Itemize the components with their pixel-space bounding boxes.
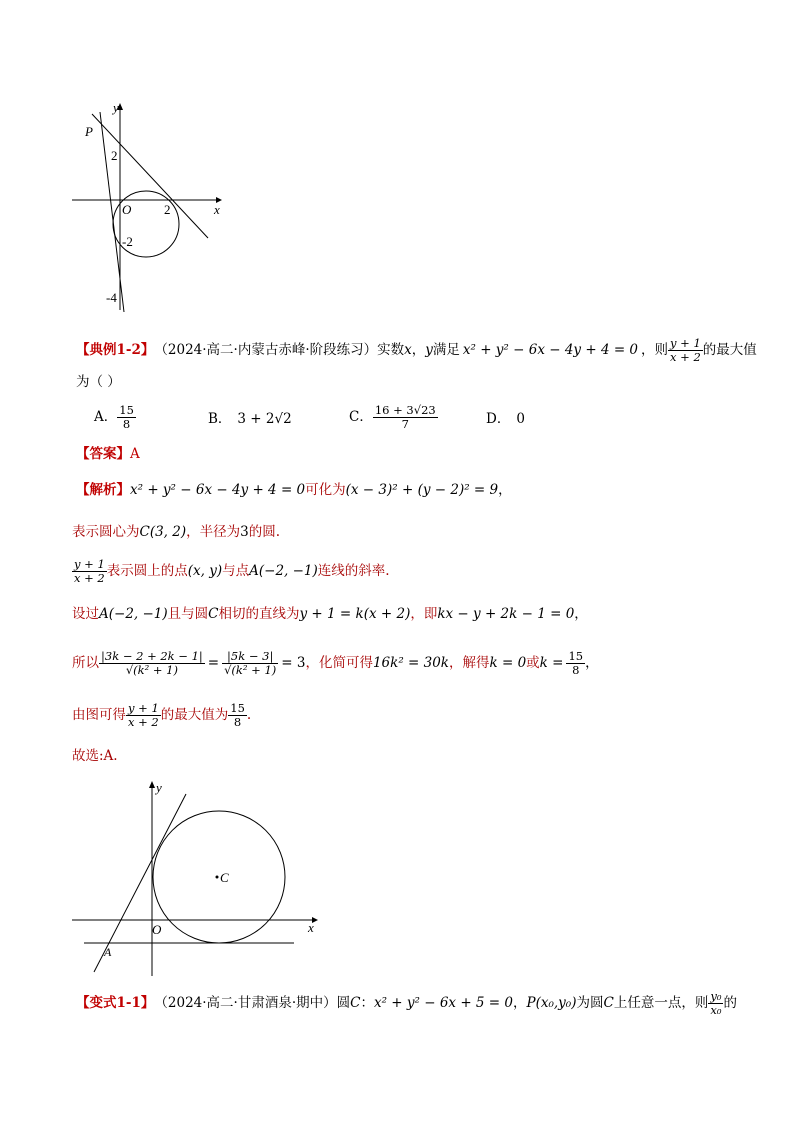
analysis-line2 — [72, 526, 280, 540]
line4-e: ， — [574, 606, 588, 622]
option-a-label: A． — [94, 408, 118, 425]
option-b-label: B． — [208, 411, 232, 427]
example-stem-line2: 为（ ） — [76, 374, 121, 390]
example-equation: x² + y² − 6x − 4y + 4 = 0 — [462, 341, 639, 358]
line6-b: 的最大值为 — [160, 706, 229, 723]
line5-c: ，解得 — [449, 654, 490, 671]
line4-d: ，即 — [410, 606, 438, 622]
center-dot — [216, 876, 219, 879]
line2-r: 3 — [240, 524, 249, 540]
tick-2-y: 2 — [111, 148, 118, 163]
analysis-eq1: x² + y² − 6x − 4y + 4 = 0 — [130, 482, 306, 498]
line3-pt: (x, y) — [187, 562, 223, 579]
figure-1-graph — [66, 98, 236, 320]
variant-source: （2024·高二·甘肃酒泉·期中） — [154, 994, 337, 1011]
line5-eq3: = 3 — [281, 654, 306, 671]
option-a-fraction: $\frac{15}{8}$ — [119, 403, 134, 432]
variant-b: ， — [513, 994, 527, 1011]
line3-c: 连线的斜率. — [317, 562, 390, 579]
line2-b: ，半径为 — [186, 524, 241, 540]
line4-A: A(−2, −1) — [99, 606, 168, 622]
line5-or: 或 — [526, 654, 540, 671]
y-label: y — [113, 100, 119, 115]
variant-point: P(x₀,y₀) — [526, 994, 577, 1011]
example-stem-before: 实数 — [377, 341, 405, 358]
line5-eq4: 16k² = 30k — [372, 654, 449, 671]
center-label: C — [220, 870, 229, 885]
line5-eq: = — [207, 654, 220, 671]
stem-end: 的最大值 — [702, 341, 757, 358]
line4-a: 设过 — [72, 606, 99, 622]
line2-c: 的圆. — [248, 524, 281, 540]
example-source: （2024·高二·内蒙古赤峰·阶段练习） — [154, 341, 378, 358]
tick-neg4: -4 — [106, 290, 117, 305]
option-d[interactable] — [486, 413, 525, 427]
example-tag: 【典例1-2】 — [76, 341, 155, 358]
line5-k0: k = 0 — [489, 654, 527, 671]
option-a[interactable] — [94, 404, 136, 431]
line3-A: A(−2, −1) — [249, 562, 318, 579]
option-b-value: 3 + 2√2 — [237, 411, 292, 427]
analysis-line3 — [72, 558, 390, 585]
example-stem-line1 — [76, 337, 757, 364]
variant-C: C — [350, 994, 361, 1011]
line6-a: 由图可得 — [72, 706, 126, 723]
origin-label: O — [152, 922, 162, 937]
analysis-mid: 可化为 — [305, 482, 346, 498]
analysis-line4 — [72, 608, 588, 622]
option-b[interactable] — [208, 413, 292, 427]
line2-a: 表示圆心为 — [72, 524, 140, 540]
sep: ， — [411, 341, 426, 358]
option-c[interactable] — [349, 404, 438, 431]
tick-neg2: -2 — [122, 234, 133, 249]
origin-label: O — [122, 202, 132, 217]
line5-frac2: $\frac{|5k - 3|}{\text{√(k² + 1)}}$ — [224, 649, 277, 678]
line3-b: 与点 — [222, 562, 250, 579]
variant-e: 的 — [723, 994, 737, 1011]
variant-d: 上任意一点，则 — [613, 994, 709, 1011]
variant-C2: C — [603, 994, 614, 1011]
variant-colon: ： — [360, 994, 374, 1011]
point-p-label: P — [85, 124, 93, 139]
analysis-tag: 【解析】 — [76, 482, 130, 498]
line4-c: 相切的直线为 — [218, 606, 300, 622]
option-c-fraction: $\frac{16 + 3√23}{7}$ — [374, 403, 436, 432]
line5-b: ，化简可得 — [305, 654, 373, 671]
analysis-line5 — [72, 650, 599, 677]
line4-b: 且与圆 — [167, 606, 209, 622]
tangent-line-1 — [92, 114, 208, 238]
line5-k: k = — [539, 654, 564, 671]
line3-fraction: $\frac{y + 1}{x + 2}$ — [74, 557, 105, 586]
variant-fraction: $\frac{\text{y₀}}{\text{x₀}}$ — [710, 989, 722, 1018]
line2-center: C(3, 2) — [139, 524, 187, 540]
option-d-value: 0 — [516, 411, 525, 427]
x-label: x — [214, 202, 220, 217]
analysis-end1: ， — [498, 482, 512, 498]
analysis-line1 — [76, 484, 512, 498]
variant-line — [76, 990, 737, 1017]
line6-valfrac: $\frac{15}{8}$ — [230, 701, 245, 730]
line5-end: ， — [585, 654, 599, 671]
stem-mid: 满足 — [432, 341, 460, 358]
var-y: y — [425, 341, 433, 358]
line5-frac1: $\frac{|3k - 2 + 2k - 1|}{\text{√(k² + 1)}}$ — [101, 649, 203, 678]
line4-eq2: kx − y + 2k − 1 = 0 — [437, 606, 575, 622]
line5-a: 所以 — [72, 654, 99, 671]
line3-a: 表示圆上的点 — [106, 562, 188, 579]
line6-frac: $\frac{y + 1}{x + 2}$ — [128, 701, 159, 730]
analysis-eq2: (x − 3)² + (y − 2)² = 9 — [345, 482, 499, 498]
tick-2-x: 2 — [164, 202, 171, 217]
y-axis-arrow — [149, 781, 155, 788]
analysis-line7: 故选:A. — [72, 748, 118, 764]
answer-value: A — [130, 446, 140, 462]
line4-eq: y + 1 = k(x + 2) — [299, 606, 411, 622]
answer-line — [76, 448, 140, 462]
option-d-label: D． — [486, 411, 511, 427]
x-label: x — [308, 920, 314, 935]
circle — [153, 811, 285, 943]
analysis-line6 — [72, 702, 251, 729]
variant-tag: 【变式1-1】 — [76, 994, 155, 1011]
answer-tag: 【答案】 — [76, 446, 130, 462]
line6-end: . — [246, 706, 252, 723]
example-fraction: $\frac{y + 1}{x + 2}$ — [670, 336, 701, 365]
figure-2-graph — [66, 774, 328, 978]
y-label: y — [156, 780, 162, 795]
point-a-label: A — [104, 945, 112, 959]
stem-after-eq: ，则 — [641, 341, 669, 358]
line5-kfrac: $\frac{15}{8}$ — [568, 649, 584, 678]
option-c-label: C． — [349, 408, 373, 425]
variant-eq: x² + y² − 6x + 5 = 0 — [373, 994, 513, 1011]
variant-c: 为圆 — [576, 994, 604, 1011]
line4-C: C — [208, 606, 219, 622]
variant-a: 圆 — [336, 994, 351, 1011]
var-x: x — [404, 341, 412, 358]
